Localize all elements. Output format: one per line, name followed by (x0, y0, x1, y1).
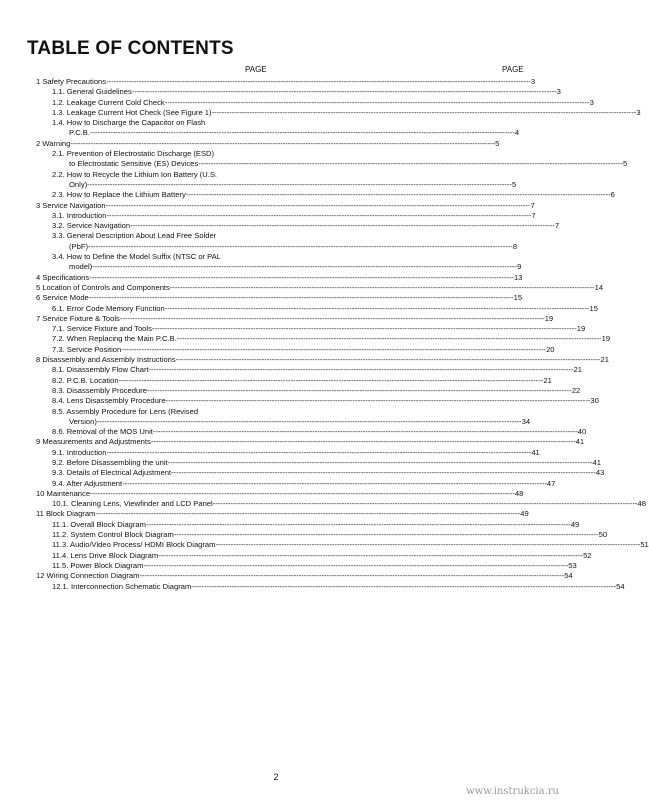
toc-entry[interactable] (33, 107, 641, 118)
toc-entry-title: 9.2. Before Disassembling the unit (52, 457, 168, 467)
toc-entry[interactable] (33, 344, 555, 355)
toc-dot-leader (171, 468, 596, 478)
toc-entry-page: 5 (495, 138, 500, 148)
toc-entry-title: 11.2. System Control Block Diagram (52, 530, 174, 540)
toc-entry-title: 10 Maintenance (36, 488, 91, 498)
toc-dot-leader (165, 304, 590, 314)
toc-entry-title: 1.2. Leakage Current Cold Check (52, 97, 165, 107)
toc-entry-page: 21 (543, 375, 552, 385)
toc-entry-title: 1.4. How to Discharge the Capacitor on Flash (52, 118, 206, 128)
toc-entry[interactable] (33, 385, 581, 396)
toc-entry-title: 11.1. Overall Block Diagram (52, 519, 146, 529)
document-title: TABLE OF CONTENTS (27, 38, 234, 59)
toc-dot-leader (213, 499, 638, 509)
toc-entry-title: 6.1. Error Code Memory Function (52, 303, 165, 313)
toc-entry-page: 48 (637, 499, 646, 509)
toc-dot-leader (215, 540, 640, 550)
toc-entry-title-continuation: Only) (69, 179, 88, 189)
toc-entry-page: 47 (546, 478, 556, 488)
toc-entry-page: 3 (556, 87, 561, 97)
toc-dot-leader (97, 417, 522, 427)
toc-dot-leader (106, 211, 531, 221)
toc-entry[interactable] (33, 355, 609, 365)
toc-dot-leader (70, 139, 495, 149)
toc-entry-page: 40 (577, 427, 587, 437)
toc-entry-page: 34 (521, 416, 531, 426)
toc-entry-title: 1 Safety Precautions (36, 77, 107, 86)
toc-entry-title: 12 Wiring Connection Diagram (36, 571, 140, 581)
toc-dot-leader (89, 273, 514, 283)
toc-entry[interactable] (33, 499, 646, 509)
toc-entry[interactable] (33, 200, 535, 211)
toc-dot-leader (198, 159, 623, 169)
toc-dot-leader (212, 108, 637, 118)
toc-dot-leader (121, 345, 546, 355)
toc-dot-leader (174, 530, 599, 540)
toc-entry[interactable] (33, 303, 598, 314)
toc-entry-title-continuation: Version) (69, 416, 97, 426)
toc-entry-title: 3.2. Service Navigation (52, 221, 131, 231)
toc-entry-page: 3 (530, 77, 536, 86)
toc-dot-leader (90, 489, 515, 499)
toc-entry-title: 7.3. Service Position (52, 344, 122, 354)
toc-entry-page: 51 (640, 540, 649, 550)
toc-dot-leader (95, 509, 520, 519)
toc-dot-leader (191, 582, 616, 592)
toc-entry-page: 21 (573, 365, 582, 375)
toc-entry[interactable] (33, 272, 523, 283)
toc-entry-page: 6 (610, 190, 615, 200)
toc-entry[interactable] (33, 457, 601, 468)
toc-dot-leader (89, 293, 514, 303)
toc-entry-title: 7 Service Fixture & Tools (36, 313, 120, 323)
toc-entry-page: 54 (564, 571, 573, 581)
toc-entry-title: 8.2. P.C.B. Location (52, 375, 119, 385)
toc-dot-leader (146, 520, 571, 530)
toc-dot-leader (165, 98, 590, 108)
toc-entry-title: 11.5. Power Block Diagram (52, 560, 144, 570)
toc-entry-page: 3 (589, 97, 594, 107)
toc-entry-page: 13 (514, 272, 523, 282)
toc-dot-leader (168, 458, 593, 468)
toc-entry-title: 11.4. Lens Drive Block Diagram (52, 550, 159, 560)
toc-entry-title: 3.4. How to Define the Model Suffix (NTSC or PAL (52, 252, 221, 262)
toc-entry[interactable] (33, 478, 556, 489)
toc-entry[interactable] (33, 540, 649, 550)
toc-dot-leader (106, 77, 531, 87)
toc-entry[interactable] (33, 87, 561, 97)
toc-dot-leader (106, 448, 531, 458)
toc-entry[interactable] (33, 509, 529, 519)
page-number: 2 (273, 772, 279, 782)
toc-entry-title: 5 Location of Controls and Components (36, 282, 170, 292)
toc-entry[interactable] (33, 519, 580, 530)
toc-entry-title: 7.2. When Replacing the Main P.C.B. (52, 334, 177, 344)
toc-entry-page: 48 (514, 488, 524, 498)
toc-entry-page: 19 (544, 313, 554, 323)
toc-entry-page: 41 (592, 457, 601, 467)
toc-dot-leader (147, 386, 572, 396)
toc-entry-page: 14 (594, 282, 604, 292)
toc-entry[interactable] (33, 77, 536, 87)
toc-entry-page: 4 (514, 128, 520, 138)
toc-dot-leader (153, 427, 578, 437)
toc-entry[interactable] (33, 468, 605, 478)
toc-entry[interactable] (33, 560, 577, 571)
toc-dot-leader (130, 221, 555, 231)
toc-entry[interactable] (33, 138, 500, 149)
toc-entry[interactable] (33, 571, 573, 581)
toc-entry-title: 2.3. How to Replace the Lithium Battery (52, 190, 186, 200)
toc-dot-leader (152, 324, 577, 334)
toc-entry-title: 8 Disassembly and Assembly Instructions (36, 355, 176, 365)
toc-entry-page: 15 (513, 293, 523, 303)
toc-entry-title: 8.5. Assembly Procedure for Lens (Revised (52, 406, 199, 416)
toc-entry-page: 7 (530, 200, 535, 210)
toc-entry-page: 50 (598, 530, 608, 540)
toc-dot-leader (120, 314, 545, 324)
toc-entry[interactable] (33, 427, 587, 437)
toc-entry-page: 8 (512, 241, 518, 251)
toc-entry-title-continuation: to Electrostatic Sensitive (ES) Devices (69, 159, 199, 169)
toc-entry-title: 12.1. Interconnection Schematic Diagram (52, 581, 192, 591)
toc-dot-leader (119, 376, 544, 386)
toc-entry[interactable] (33, 221, 560, 231)
toc-entry-page: 19 (576, 324, 586, 334)
toc-entry-title: 6 Service Mode (36, 293, 89, 303)
toc-entry-page: 49 (520, 509, 529, 519)
toc-entry-title: 2.2. How to Recycle the Lithium Ion Battery (U.S. (52, 169, 218, 179)
toc-entry[interactable] (33, 190, 615, 200)
toc-entry-page: 3 (636, 107, 641, 117)
toc-entry-page: 9 (517, 262, 522, 272)
toc-entry-page: 43 (595, 468, 605, 478)
toc-entry[interactable] (33, 149, 628, 170)
toc-entry[interactable] (33, 169, 517, 191)
toc-entry[interactable] (33, 365, 582, 375)
toc-entry[interactable] (33, 231, 518, 252)
toc-dot-leader (122, 479, 547, 489)
toc-entry[interactable] (33, 324, 586, 334)
toc-dot-leader (132, 87, 557, 97)
toc-entry-page: 21 (600, 355, 609, 365)
toc-entry-title: 11.3. Audio/Video Process/ HDMI Block Diagram (52, 540, 216, 550)
toc-dot-leader (186, 190, 611, 200)
toc-entry-page: 41 (531, 447, 540, 457)
page-column-header-left: PAGE (245, 65, 267, 74)
toc-entry-title: 8.1. Disassembly Flow Chart (52, 365, 149, 375)
toc-entry[interactable] (33, 313, 554, 324)
toc-entry-title: 3.1. Introduction (52, 210, 107, 220)
toc-dot-leader (139, 571, 564, 581)
toc-dot-leader (88, 242, 513, 252)
toc-dot-leader (149, 365, 574, 375)
toc-entry-page: 30 (590, 396, 599, 406)
toc-entry[interactable] (33, 396, 599, 406)
toc-entry-title: 8.6. Removal of the MOS Unit (52, 427, 153, 437)
toc-dot-leader (158, 551, 583, 561)
toc-entry-page: 7 (554, 221, 560, 231)
toc-dot-leader (106, 201, 531, 211)
toc-entry[interactable] (33, 406, 531, 428)
toc-entry[interactable] (33, 97, 594, 108)
toc-entry-title: 9.3. Details of Electrical Adjustment (52, 468, 172, 478)
toc-dot-leader (176, 355, 601, 365)
table-of-contents-list (33, 77, 649, 592)
toc-entry[interactable] (33, 530, 608, 540)
toc-entry[interactable] (33, 252, 522, 273)
toc-dot-leader (90, 128, 515, 138)
toc-dot-leader (143, 561, 568, 571)
toc-entry-page: 53 (568, 560, 577, 570)
page-column-header-right: PAGE (502, 65, 524, 74)
toc-entry-page: 41 (575, 437, 585, 447)
toc-entry-title: 8.3. Disassembly Procedure (52, 385, 147, 395)
toc-entry-page: 49 (570, 519, 580, 529)
watermark: www.instrukcia.ru (466, 786, 559, 797)
toc-dot-leader (151, 437, 576, 447)
toc-entry-title: 2 Warning (36, 138, 71, 148)
toc-entry-page: 22 (571, 385, 581, 395)
toc-entry-page: 54 (616, 581, 625, 591)
toc-entry-title-continuation: P.C.B. (69, 128, 90, 138)
toc-entry[interactable] (33, 550, 592, 561)
toc-entry-title: 1.1. General Guidelines (52, 87, 132, 97)
toc-entry[interactable] (33, 210, 536, 221)
toc-entry-title: 2.1. Prevention of Electrostatic Discharge (ESD) (52, 149, 215, 159)
toc-entry-title: 11 Block Diagram (36, 509, 96, 519)
toc-entry[interactable] (33, 118, 520, 139)
toc-entry[interactable] (33, 437, 585, 447)
toc-entry-title: 3 Service Navigation (36, 200, 106, 210)
toc-entry-title: 10.1. Cleaning Lens, Viewfinder and LCD Panel (52, 499, 213, 509)
toc-entry-title-continuation: model) (69, 262, 93, 272)
toc-entry-page: 19 (601, 334, 611, 344)
toc-entry[interactable] (33, 293, 523, 303)
toc-entry-title: 1.3. Leakage Current Hot Check (See Figure 1) (52, 107, 212, 117)
toc-entry[interactable] (33, 447, 540, 458)
toc-entry-page: 20 (546, 344, 555, 354)
toc-entry[interactable] (33, 282, 604, 293)
toc-dot-leader (87, 180, 512, 190)
toc-entry-page: 7 (531, 210, 536, 220)
toc-entry-page: 5 (622, 159, 628, 169)
toc-entry-title: 9.4. After Adjustment (52, 478, 123, 488)
toc-entry-page: 15 (589, 303, 598, 313)
toc-entry-title: 7.1. Service Fixture and Tools (52, 324, 152, 334)
toc-entry-title: 9 Measurements and Adjustments (36, 437, 151, 447)
toc-entry-title: 4 Specifications (36, 272, 90, 282)
toc-entry[interactable] (33, 581, 625, 592)
toc-dot-leader (170, 283, 595, 293)
toc-entry[interactable] (33, 334, 611, 344)
toc-entry-page: 52 (583, 550, 592, 560)
toc-entry-title: 9.1. Introduction (52, 447, 107, 457)
toc-entry-title: 8.4. Lens Disassembly Procedure (52, 396, 166, 406)
toc-dot-leader (92, 262, 517, 272)
toc-entry-page: 5 (512, 179, 517, 189)
toc-entry[interactable] (33, 488, 524, 499)
toc-entry-title: 3.3. General Description About Lead Free Solder (52, 231, 217, 241)
toc-dot-leader (166, 396, 591, 406)
toc-entry-title-continuation: (PbF) (69, 241, 88, 251)
toc-dot-leader (177, 334, 602, 344)
toc-entry[interactable] (33, 375, 552, 386)
